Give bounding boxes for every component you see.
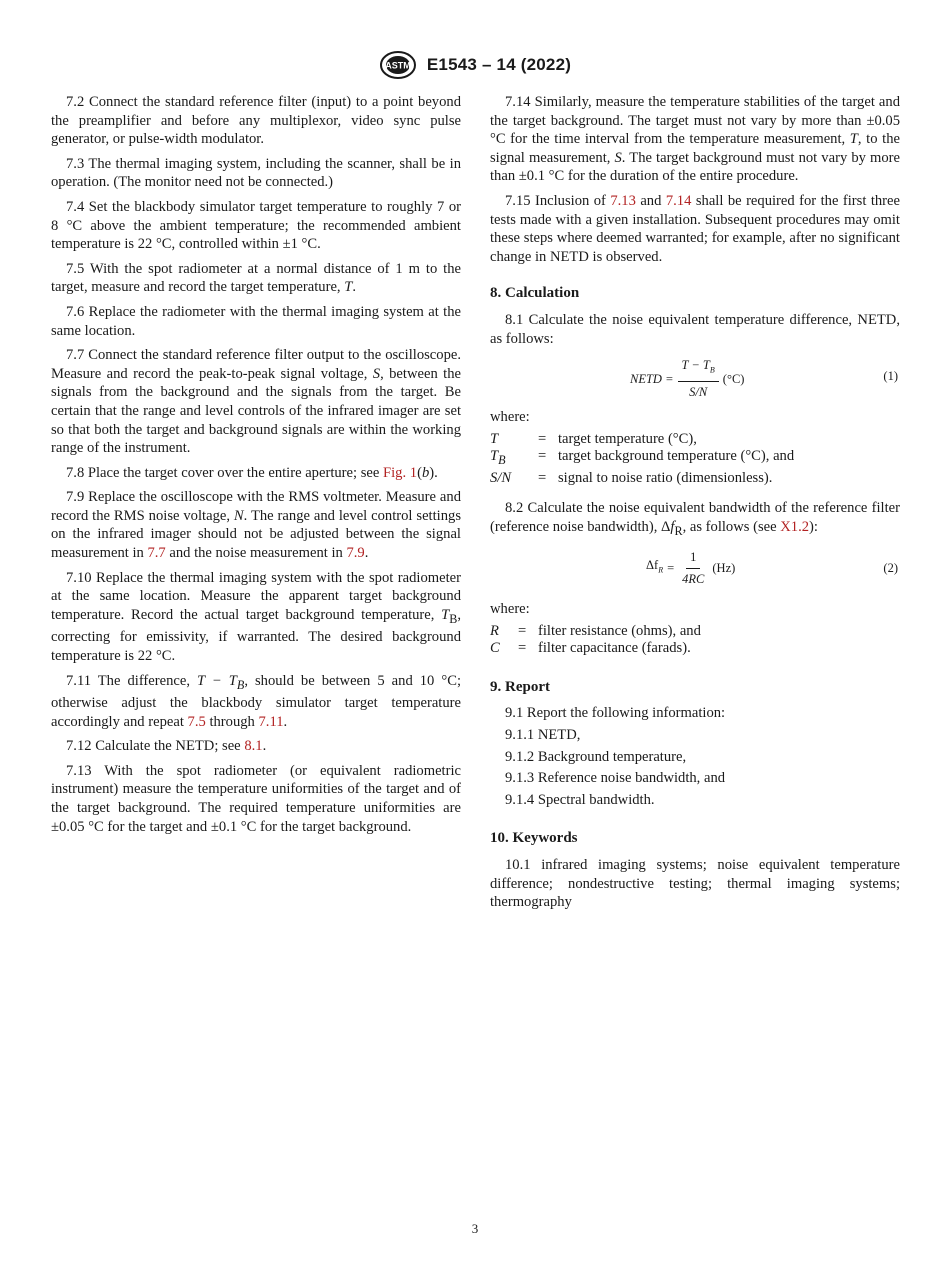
para-10-1: 10.1 infrared imaging systems; noise equivalent temperature difference; nondestructive testing; thermal imaging systems; thermography bbox=[490, 856, 900, 911]
para-7-8: 7.8 Place the target cover over the entire aperture; see Fig. 1(b). bbox=[66, 464, 438, 481]
para-9-1-1: 9.1.1 NETD, bbox=[505, 727, 581, 743]
def-symbol: S/N bbox=[490, 469, 512, 486]
page-header bbox=[0, 50, 950, 80]
left-column bbox=[51, 93, 461, 842]
definitions-list-1: T = target temperature (°C), $T_B$ = target background temperature (°C), and S/N = signal to noise ratio (dimensionless). bbox=[490, 431, 900, 487]
para-8-2: 8.2 Calculate the noise equivalent bandwidth of the reference filter (reference noise bandwidth), $\Delta f_R$, as follows (see X1.2): bbox=[490, 500, 900, 538]
right-column bbox=[490, 93, 900, 918]
astm-logo-icon bbox=[379, 50, 417, 80]
document-designation: E1543 – 14 (2022) bbox=[426, 55, 572, 74]
para-9-1: 9.1 Report the following information: bbox=[505, 705, 726, 722]
where-label-1: where: bbox=[490, 409, 530, 426]
logo-text: ASTM bbox=[385, 60, 411, 71]
para-7-14: 7.14 Similarly, measure the temperature stabilities of the target and the target background. The target must not vary by more than ±0.05 °C for the time interval from the temperature measurement, T, to the signal measurement, S. The target background must not vary by more than ±0.1 °C for the duration of the entire procedure. bbox=[490, 94, 900, 185]
link-7-13[interactable]: 7.13 bbox=[610, 192, 636, 209]
para-7-3: 7.3 The thermal imaging system, including the scanner, shall be in operation. (The monitor need not be connected.) bbox=[51, 155, 461, 191]
eq1-unit: (°C) bbox=[722, 371, 745, 386]
link-x1-2[interactable]: X1.2 bbox=[780, 518, 810, 535]
para-8-1: 8.1 Calculate the noise equivalent temperature difference, NETD, as follows: bbox=[490, 311, 900, 347]
para-9-1-2: 9.1.2 Background temperature, bbox=[505, 748, 687, 765]
para-7-11: 7.11 The difference, $T - T_B$, should be between 5 and 10 °C; otherwise adjust the blackbody simulator target temperature accordingly and repeat 7.5 through 7.11. bbox=[51, 672, 461, 730]
para-7-15: 7.15 Inclusion of 7.13 and 7.14 shall be required for the first three tests made with a given installation. Subsequent procedures may omit these steps where deemed warranted; for example, after no significant change in NETD is observed. bbox=[490, 192, 900, 265]
link-7-14[interactable]: 7.14 bbox=[665, 192, 692, 209]
where-label-2: where: bbox=[490, 601, 530, 618]
para-7-12: 7.12 Calculate the NETD; see 8.1. bbox=[66, 738, 267, 755]
eq1-number: (1) bbox=[883, 369, 898, 384]
para-9-1-3: 9.1.3 Reference noise bandwidth, and bbox=[505, 770, 726, 787]
para-7-7: 7.7 Connect the standard reference filter output to the oscilloscope. Measure and record the peak-to-peak signal voltage, S, between the signals from the background and the signals from the target. Be certain that the range and level controls of the infrared imager are set so that both the target and background signals are within the working range of the instrument. bbox=[51, 347, 461, 457]
link-8-1[interactable]: 8.1 bbox=[244, 738, 263, 755]
eq1-lhs: NETD = bbox=[630, 371, 674, 386]
para-7-9: 7.9 Replace the oscilloscope with the RMS voltmeter. Measure and record the RMS noise voltage, N. The range and level control settings on the infrared imager should not be adjusted between the signal measurement in 7.7 and the noise measurement in 7.9. bbox=[51, 489, 461, 562]
def-symbol: R bbox=[490, 622, 499, 639]
section-heading-calculation: 8. Calculation bbox=[490, 285, 580, 302]
equation-1 bbox=[490, 356, 900, 400]
link-7-7[interactable]: 7.7 bbox=[147, 545, 166, 562]
equation-2: $\Delta f_R$ = $\frac{1}{4RC}$ (Hz) (2) bbox=[490, 548, 900, 588]
para-9-1-4: 9.1.4 Spectral bandwidth. bbox=[505, 791, 655, 808]
definitions-list-2: R = filter resistance (ohms), and C = filter capacitance (farads). bbox=[490, 623, 900, 658]
def-description: target background temperature (°C), and bbox=[558, 448, 795, 465]
link-7-5[interactable]: 7.5 bbox=[187, 713, 206, 730]
eq2-number: (2) bbox=[883, 561, 898, 576]
eq2-lhs: $\Delta f_R$ bbox=[646, 558, 664, 575]
def-symbol: $T_B$ bbox=[490, 448, 506, 468]
section-heading-keywords: 10. Keywords bbox=[490, 830, 578, 847]
para-7-5: 7.5 With the spot radiometer at a normal distance of 1 m to the target, measure and record the target temperature, T. bbox=[51, 260, 461, 296]
para-7-4: 7.4 Set the blackbody simulator target temperature to roughly 7 or 8 °C above the ambient temperature; the recommended ambient temperature is 22 °C, controlled within ±1 °C. bbox=[51, 198, 461, 253]
def-symbol: C bbox=[490, 640, 500, 657]
para-7-6: 7.6 Replace the radiometer with the thermal imaging system at the same location. bbox=[51, 303, 461, 339]
para-7-2: 7.2 Connect the standard reference filter (input) to a point beyond the preamplifier and before any multiplexor, video sync pulse generator, or pulse-width modulator. bbox=[51, 94, 461, 148]
def-description: signal to noise ratio (dimensionless). bbox=[558, 469, 773, 486]
page-number: 3 bbox=[471, 1221, 479, 1236]
link-7-11[interactable]: 7.11 bbox=[258, 713, 284, 730]
link-7-9[interactable]: 7.9 bbox=[346, 545, 365, 562]
eq2-fraction: $\frac{1}{4RC}$ bbox=[682, 550, 705, 586]
def-description: target temperature (°C), bbox=[558, 430, 697, 447]
para-7-13: 7.13 With the spot radiometer (or equivalent radiometric instrument) measure the temperature uniformities of the target and of the target background. The required temperature uniformities are ±0.05 °C for the target and ±0.1 °C for the target background. bbox=[51, 762, 461, 835]
def-symbol: T bbox=[490, 430, 499, 447]
def-description: filter capacitance (farads). bbox=[538, 640, 691, 657]
def-description: filter resistance (ohms), and bbox=[538, 622, 701, 639]
eq1-fraction: $\frac{T - T_B}{S/N}$ bbox=[678, 356, 719, 402]
section-heading-report: 9. Report bbox=[490, 678, 550, 695]
eq2-unit: (Hz) bbox=[712, 561, 736, 576]
link-fig-1[interactable]: Fig. 1 bbox=[383, 464, 418, 481]
para-7-10: 7.10 Replace the thermal imaging system with the spot radiometer at the same location. Measure the apparent target background temperature. Record the actual target background temperature, $T_B$, correcting for emissivity, if warranted. The desired background temperature is 22 °C. bbox=[51, 569, 461, 664]
